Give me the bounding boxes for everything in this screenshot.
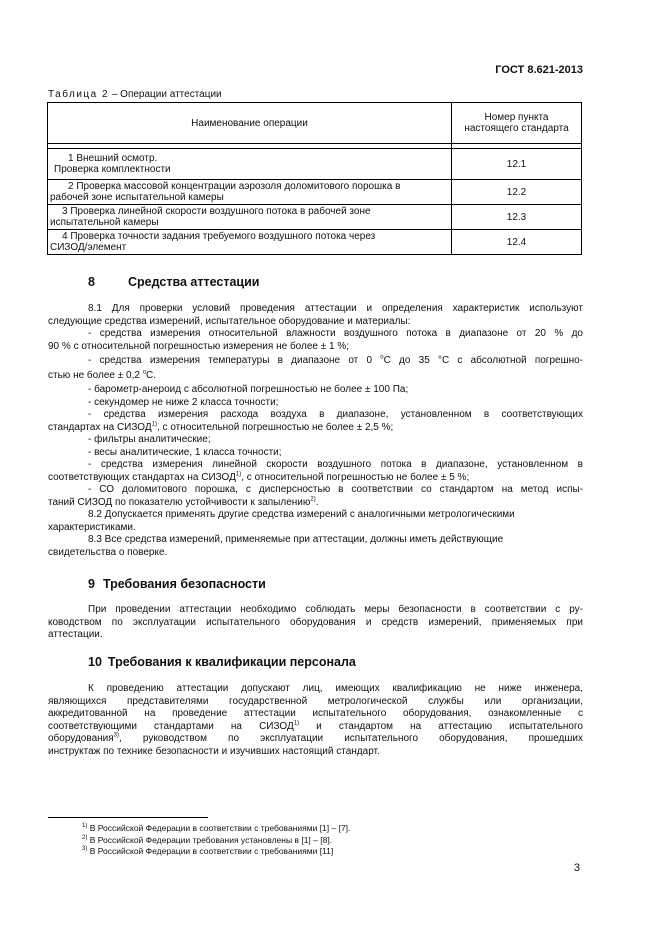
header-clause-line1: Номер пункта	[484, 112, 549, 123]
row-line: Проверка комплектности	[54, 164, 171, 175]
row-line: 4 Проверка точности задания требуемого воздушного потока через	[62, 231, 376, 242]
table-cell-operation	[48, 149, 452, 180]
text-line: соответствующими стандартами на СИЗОД$^{1)}$ и стандартом на аттестацию испытательного	[48, 720, 583, 732]
header-clause-line2: настоящего стандарта	[464, 123, 569, 134]
footnote: $^{2)}$ В Российской Федерации требования установлены в [1] – [8].	[82, 834, 333, 845]
list-item: - средства измерения линейной скорости воздушного потока в диапазоне, установленном в	[88, 459, 583, 470]
section-number: 9	[88, 577, 95, 591]
row-line: 3 Проверка линейной скорости воздушного потока в рабочей зоне	[62, 206, 371, 217]
table-caption-text: – Операции аттестации	[109, 89, 222, 100]
text-line: стью не более ± 0,2 $^о$С.	[48, 369, 157, 381]
table-cell-number: 12.4	[452, 230, 582, 255]
footnotes	[82, 823, 350, 858]
header-operation-name: Наименование операции	[48, 103, 452, 144]
section-title: Требования безопасности	[102, 577, 266, 591]
text-line: 90 % с относительной погрешностью измерения не более ± 1 %;	[48, 340, 350, 352]
text-line: 8.3 Все средства измерений, применяемые при аттестации, должны иметь действующие	[88, 534, 504, 545]
text-line: таний СИЗОД по показателю устойчивости к запылению$^{2)}$.	[48, 496, 319, 508]
text-line: 8.1 Для проверки условий проведения аттестации и определения характеристик используют	[88, 303, 583, 314]
header-clause-number	[452, 103, 582, 144]
text-line: При проведении аттестации необходимо соблюдать меры безопасности в соответствии с ру-	[88, 604, 583, 615]
table-header-row	[48, 103, 582, 144]
section-number: 10	[88, 655, 102, 669]
text-line: соответствующих стандартах на СИЗОД$^{1)}$, с относительной погрешностью не более ± 5 %;	[48, 471, 470, 483]
section-9-heading	[88, 577, 266, 591]
text-line: инструктаж по технике безопасности и изучивших настоящий стандарт.	[48, 745, 380, 757]
section-title: Требования к квалификации персонала	[107, 655, 356, 669]
row-line: 1 Внешний осмотр.	[68, 153, 158, 164]
table-row	[48, 180, 582, 205]
footnote: $^{1)}$ В Российской Федерации в соответствии с требованиями [1] – [7].	[82, 823, 351, 833]
list-item: - барометр-анероид с абсолютной погрешностью не более ± 100 Па;	[88, 384, 409, 395]
section-8-heading	[88, 275, 259, 289]
table-row	[48, 230, 582, 255]
row-line: испытательной камеры	[50, 217, 159, 228]
row-line: СИЗОД/элемент	[50, 242, 127, 253]
text-line: свидетельства о поверке.	[48, 546, 168, 558]
table-cell-operation	[48, 230, 452, 255]
section-title: Средства аттестации	[128, 275, 260, 289]
text-line: аттестации.	[48, 629, 103, 640]
list-item: - СО доломитового порошка, с дисперсностью в соответствии со стандартом на метод испы-	[88, 484, 583, 495]
section-10-body	[48, 683, 583, 758]
table-row	[48, 149, 582, 180]
table-cell-number: 12.1	[452, 149, 582, 180]
row-line: 2 Проверка массовой концентрации аэрозоля доломитового порошка в	[68, 181, 401, 192]
page-number: 3	[573, 862, 580, 874]
table-cell-operation	[48, 180, 452, 205]
text-line: оборудования$^{3)}$, руководством по эксплуатации испытательного оборудования, прошедших	[48, 732, 583, 744]
text-line: 8.2 Допускается применять другие средства измерений с аналогичными метрологическими	[88, 509, 515, 520]
text-line: аккредитованной на проведение аттестации испытательного оборудования, ознакомленные с	[48, 708, 583, 719]
list-item: - средства измерения расхода воздуха в диапазоне, установленном в соответствующих	[88, 409, 583, 420]
row-line: рабочей зоне испытательной камеры	[50, 192, 224, 203]
table-cell-operation	[48, 205, 452, 230]
table-caption-prefix: Таблица 2	[48, 89, 110, 100]
list-item: - фильтры аналитические;	[88, 434, 211, 445]
table-row	[48, 205, 582, 230]
table-caption	[48, 89, 222, 100]
text-line: ководством по эксплуатации испытательного оборудования и средств измерений, применяемых при	[48, 616, 583, 628]
table-cell-number: 12.2	[452, 180, 582, 205]
section-10-heading	[88, 655, 356, 669]
text-line: стандартах на СИЗОД$^{1)}$, с относительной погрешностью не более ± 2,5 %;	[48, 421, 394, 433]
list-item: - средства измерения температуры в диапазоне от 0 $^о$С до 35 °С с абсолютной погрешно-	[88, 354, 584, 366]
text-line: следующие средства измерений, испытательное оборудование и материалы:	[48, 315, 411, 327]
text-line: К проведению аттестации допускают лиц, имеющих квалификацию не ниже инженера,	[88, 683, 583, 694]
list-item: - средства измерения относительной влажности воздушного потока в диапазоне от 20 % до	[88, 328, 583, 339]
table-cell-number: 12.3	[452, 205, 582, 230]
list-item: - секундомер не ниже 2 класса точности;	[88, 396, 279, 408]
standard-designation: ГОСТ 8.621-2013	[495, 64, 583, 76]
operations-table	[47, 102, 582, 255]
section-9-body	[48, 604, 583, 642]
text-line: характеристиками.	[48, 521, 136, 533]
list-item: - весы аналитические, 1 класса точности;	[88, 446, 282, 458]
section-8-body	[48, 303, 583, 559]
text-line: являющихся представителями государственной метрологической службы или организации,	[48, 695, 583, 707]
footnote-divider	[48, 817, 208, 818]
footnote: $^{3)}$ В Российской Федерации в соответствии с требованиями [11]	[82, 846, 334, 856]
section-number: 8	[88, 275, 95, 289]
